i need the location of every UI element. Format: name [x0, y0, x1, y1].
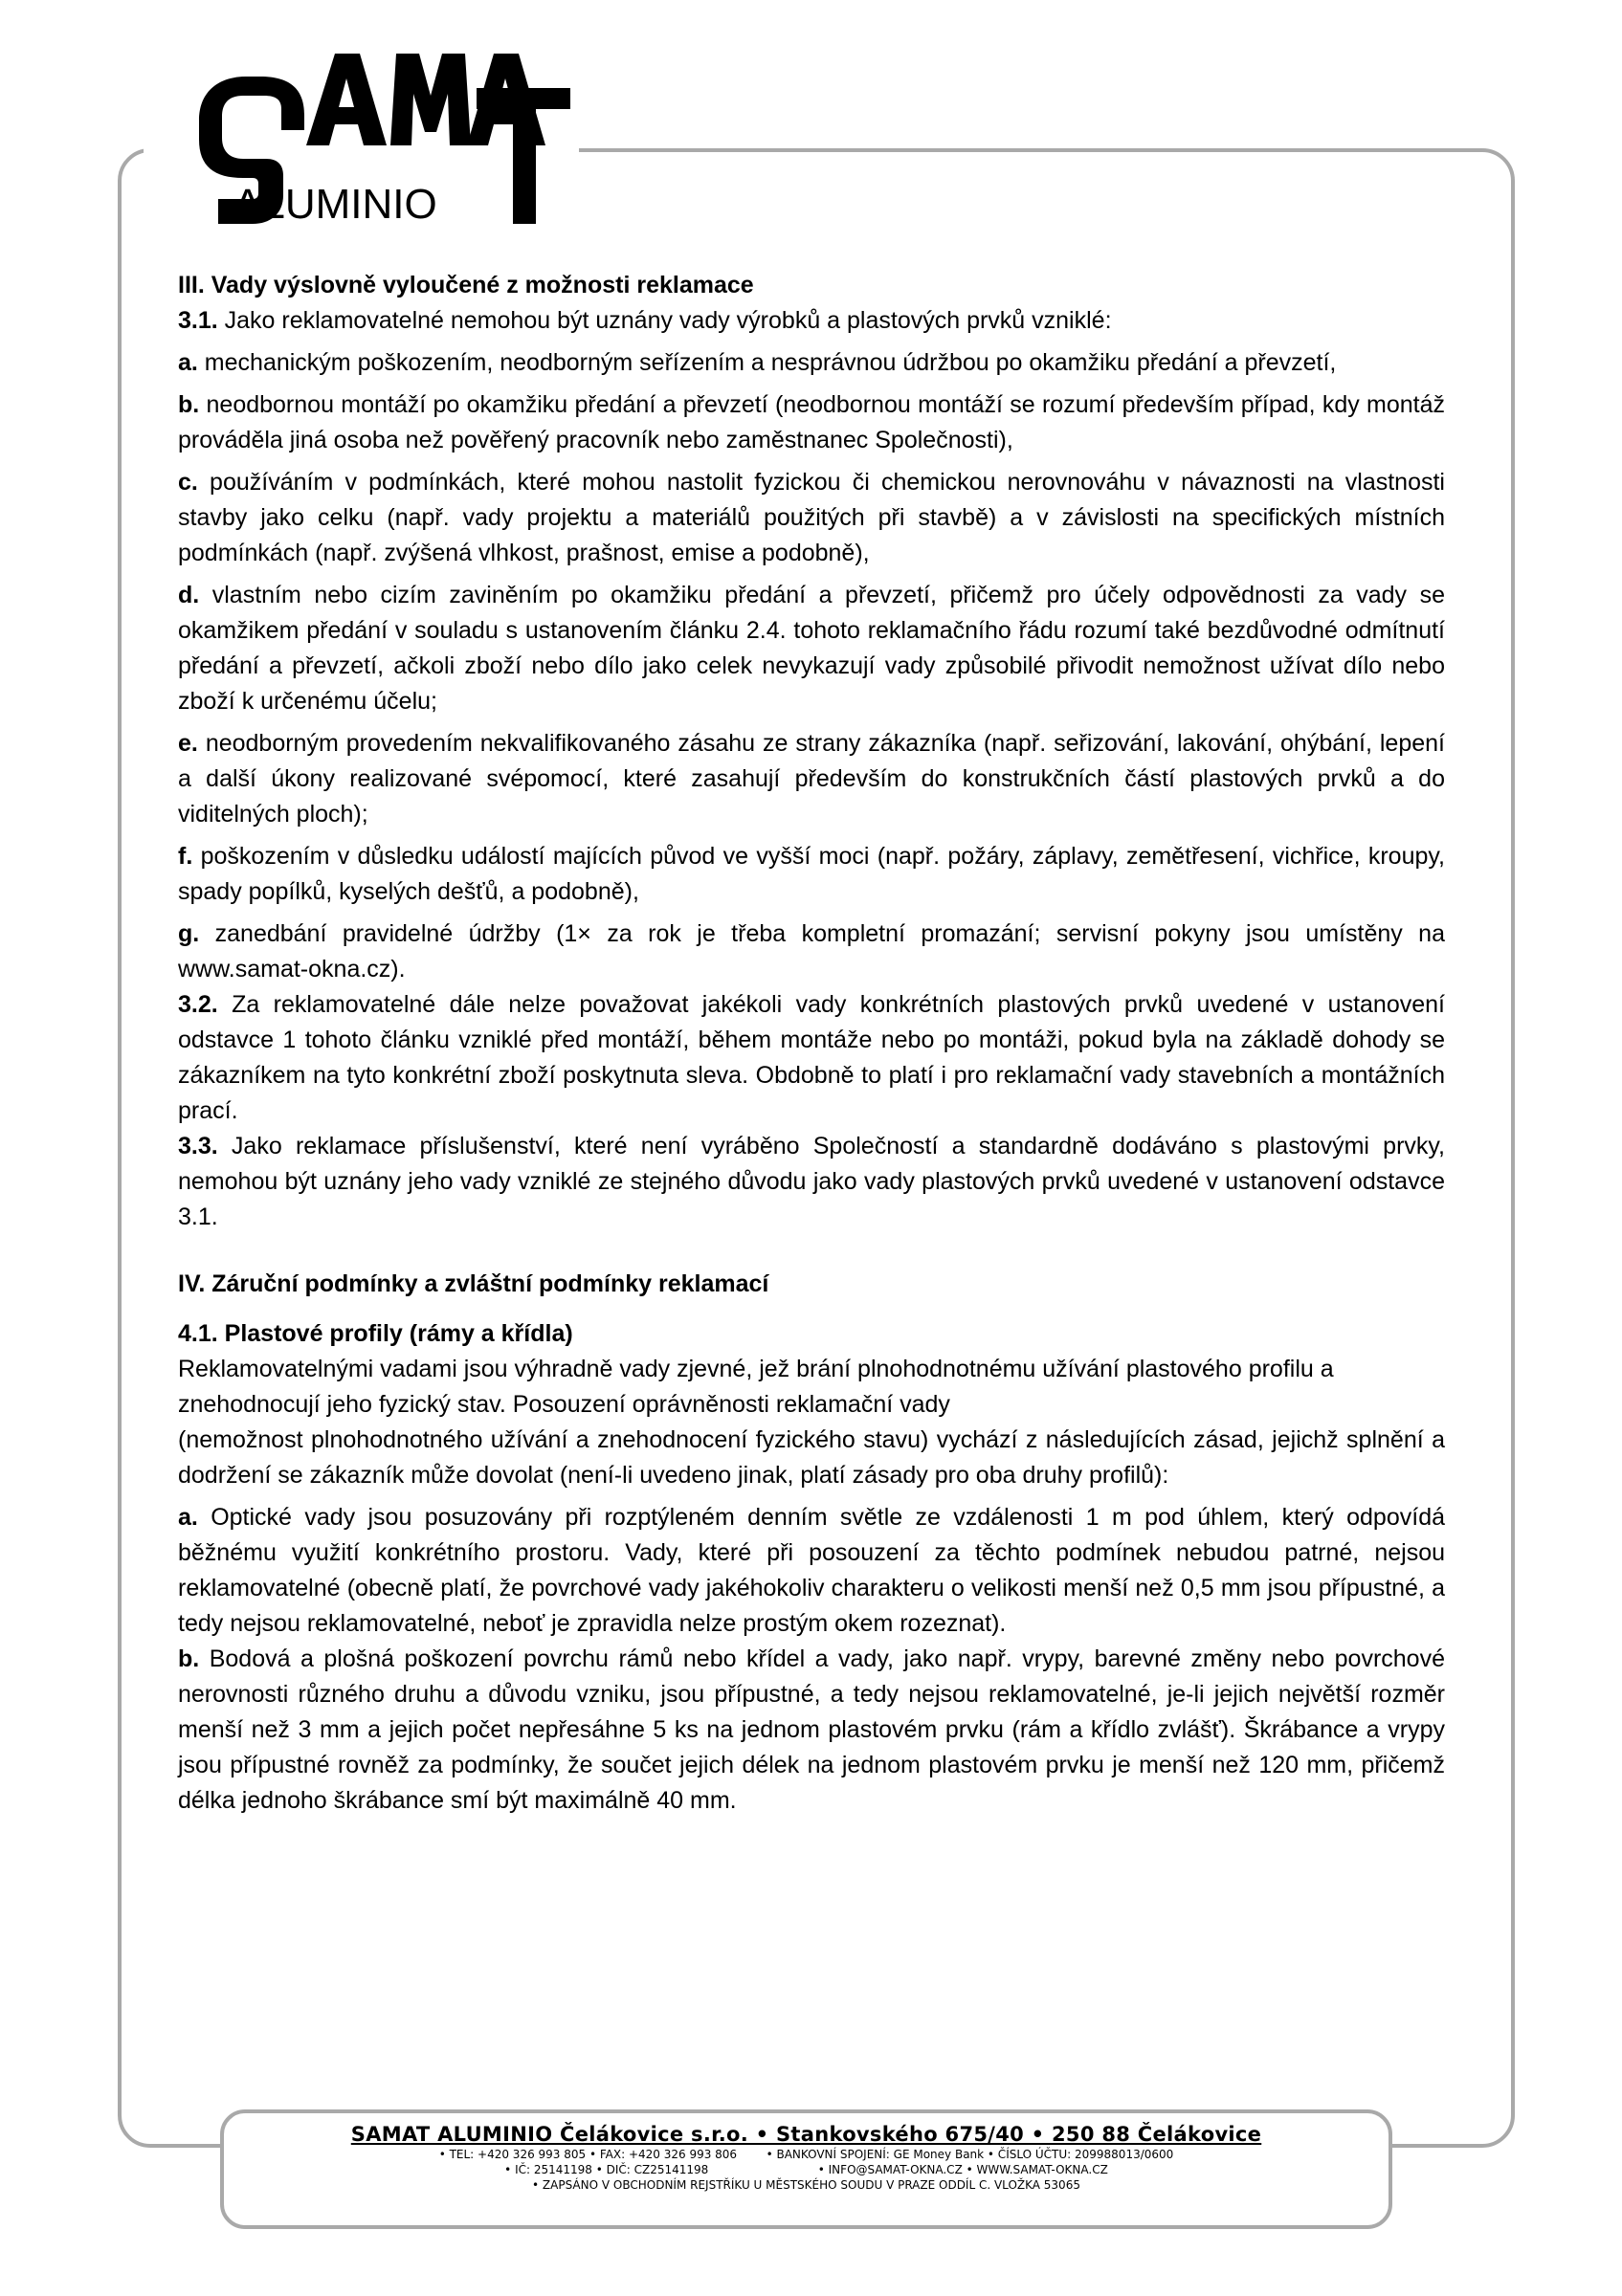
- item-c: c. používáním v podmínkách, které mohou nastolit fyzickou či chemickou nerovnováhu v návaznosti na vlastnosti stavby jako celku (např. vady projektu a materiálů použitých při stavbě) a v závislosti na specifických místních podmínkách (např. zvýšená vlhkost, prašnost, emise a podobně),: [178, 469, 1445, 566]
- footer: [220, 2122, 1392, 2193]
- item-g: g. zanedbání pravidelné údržby (1× za rok je třeba kompletní promazání; servisní pokyny jsou umístěny na www.samat-okna.cz).: [178, 920, 1445, 982]
- paragraph-4-1a: Reklamovatelnými vadami jsou výhradně vady zjevné, jež brání plnohodnotnému užívání plastového profilu a znehodnocují jeho fyzický stav. Posouzení oprávněnosti reklamační vady: [178, 1356, 1334, 1418]
- samat-logo: [189, 50, 570, 232]
- logo-letter-m: [390, 54, 471, 145]
- item-e: e. neodborným provedením nekvalifikovaného zásahu ze strany zákazníka (např. seřizování, lakování, ohýbání, lepení a další úkony realizované svépomocí, které zasahují především do konstrukčních částí plastových prvků a do viditelných ploch);: [178, 730, 1445, 828]
- paragraph-3-3: 3.3. Jako reklamace příslušenství, které není vyráběno Společností a standardně dodáváno s plastovými prvky, nemohou být uznány jeho vady vzniklé ze stejného důvodu jako vady plastových prvků uvedené v ustanovení odstavce 3.1.: [178, 1133, 1445, 1230]
- item-4-b: b. Bodová a plošná poškození povrchu rámů nebo křídel a vady, jako např. vrypy, barevné změny nebo povrchové nerovnosti různého druhu a důvodu vzniku, jsou přípustné, a tedy nejsou reklamovatelné, je-li jejich největší rozměr menší než 3 mm a jejich počet nepřesáhne 5 ks na jednom plastovém prvku (rám a křídlo zvlášť). Škrábance a vrypy jsou přípustné rovněž za podmínky, že součet jejich délek na jednom plastovém prvku je menší než 120 mm, přičemž délka jednoho škrábance smí být maximálně 40 mm.: [178, 1645, 1445, 1814]
- section-4-title: IV. Záruční podmínky a zvláštní podmínky reklamací: [178, 1270, 769, 1297]
- document-body: [178, 268, 1445, 1819]
- item-b: b. neodbornou montáží po okamžiku předání a převzetí (neodbornou montáží se rozumí především případ, kdy montáž prováděla jiná osoba než pověřený pracovník nebo zaměstnanec Společnosti),: [178, 391, 1445, 453]
- paragraph-3-2: 3.2. Za reklamovatelné dále nelze považovat jakékoli vady konkrétních plastových prvků uvedené v ustanovení odstavce 1 tohoto článku vzniklé před montáží, během montáže nebo po montáži, pokud byla na základě dohody se zákazníkem na tyto konkrétní zboží poskytnuta sleva. Obdobně to platí i pro reklamační vady stavebních a montážních prací.: [178, 991, 1445, 1124]
- footer-company: SAMAT ALUMINIO Čelákovice s.r.o. • Stankovského 675/40 • 250 88 Čelákovice: [350, 2123, 1262, 2146]
- paragraph-3-1: 3.1. Jako reklamovatelné nemohou být uznány vady výrobků a plastových prvků vzniklé:: [178, 307, 1112, 334]
- footer-register-line: • ZAPSÁNO V OBCHODNÍM REJSTŘÍKU U MĚSTSKÉHO SOUDU V PRAZE ODDÍL C. VLOŽKA 53065: [532, 2178, 1080, 2192]
- section-4-1-title: 4.1. Plastové profily (rámy a křídla): [178, 1320, 573, 1347]
- paragraph-3-1-number: 3.1.: [178, 307, 218, 334]
- footer-contact-line: • TEL: +420 326 993 805 • FAX: +420 326 993 806 • BANKOVNÍ SPOJENÍ: GE Money Bank • ČÍSLO ÚČTU: 209988013/0600: [438, 2148, 1174, 2161]
- logo-letter-t: [477, 88, 570, 224]
- section-3-title: III. Vady výslovně vyloučené z možnosti reklamace: [178, 272, 754, 298]
- item-d: d. vlastním nebo cizím zaviněním po okamžiku předání a převzetí, přičemž pro účely odpovědnosti za vady se okamžikem předání v souladu s ustanovením článku 2.4. tohoto reklamačního řádu rozumí také bezdůvodné odmítnutí předání a převzetí, ačkoli zboží nebo dílo jako celek nevykazují vady způsobilé přivodit nemožnost užívat dílo nebo zboží k určenému účelu;: [178, 582, 1445, 715]
- item-f: f. poškozením v důsledku událostí majících původ ve vyšší moci (např. požáry, záplavy, zemětřesení, vichřice, kroupy, spady popílků, kyselých dešťů, a podobně),: [178, 843, 1445, 905]
- logo-aluminio: ALUMINIO: [233, 181, 437, 228]
- footer-ids-line: • IČ: 25141198 • DIČ: CZ25141198 • INFO@SAMAT-OKNA.CZ • WWW.SAMAT-OKNA.CZ: [504, 2163, 1108, 2176]
- item-a: a. mechanickým poškozením, neodborným seřízením a nesprávnou údržbou po okamžiku předání a převzetí,: [178, 349, 1337, 376]
- paragraph-4-1b: (nemožnost plnohodnotného užívání a znehodnocení fyzického stavu) vychází z následujících zásad, jejichž splnění a dodržení se zákazník může dovolat (není-li uvedeno jinak, platí zásady pro oba druhy profilů):: [178, 1426, 1445, 1489]
- logo-letter-a1: [306, 54, 387, 145]
- item-4-a: a. Optické vady jsou posuzovány při rozptýleném denním světle ze vzdálenosti 1 m pod úhlem, který odpovídá běžnému využití konkrétního prostoru. Vady, které při posouzení za těchto podmínek nebudou patrné, nejsou reklamovatelné (obecně platí, že povrchové vady jakéhokoliv charakteru o velikosti menší než 0,5 mm jsou přípustné, a tedy nejsou reklamovatelné, neboť je zpravidla nelze prostým okem rozeznat).: [178, 1504, 1445, 1637]
